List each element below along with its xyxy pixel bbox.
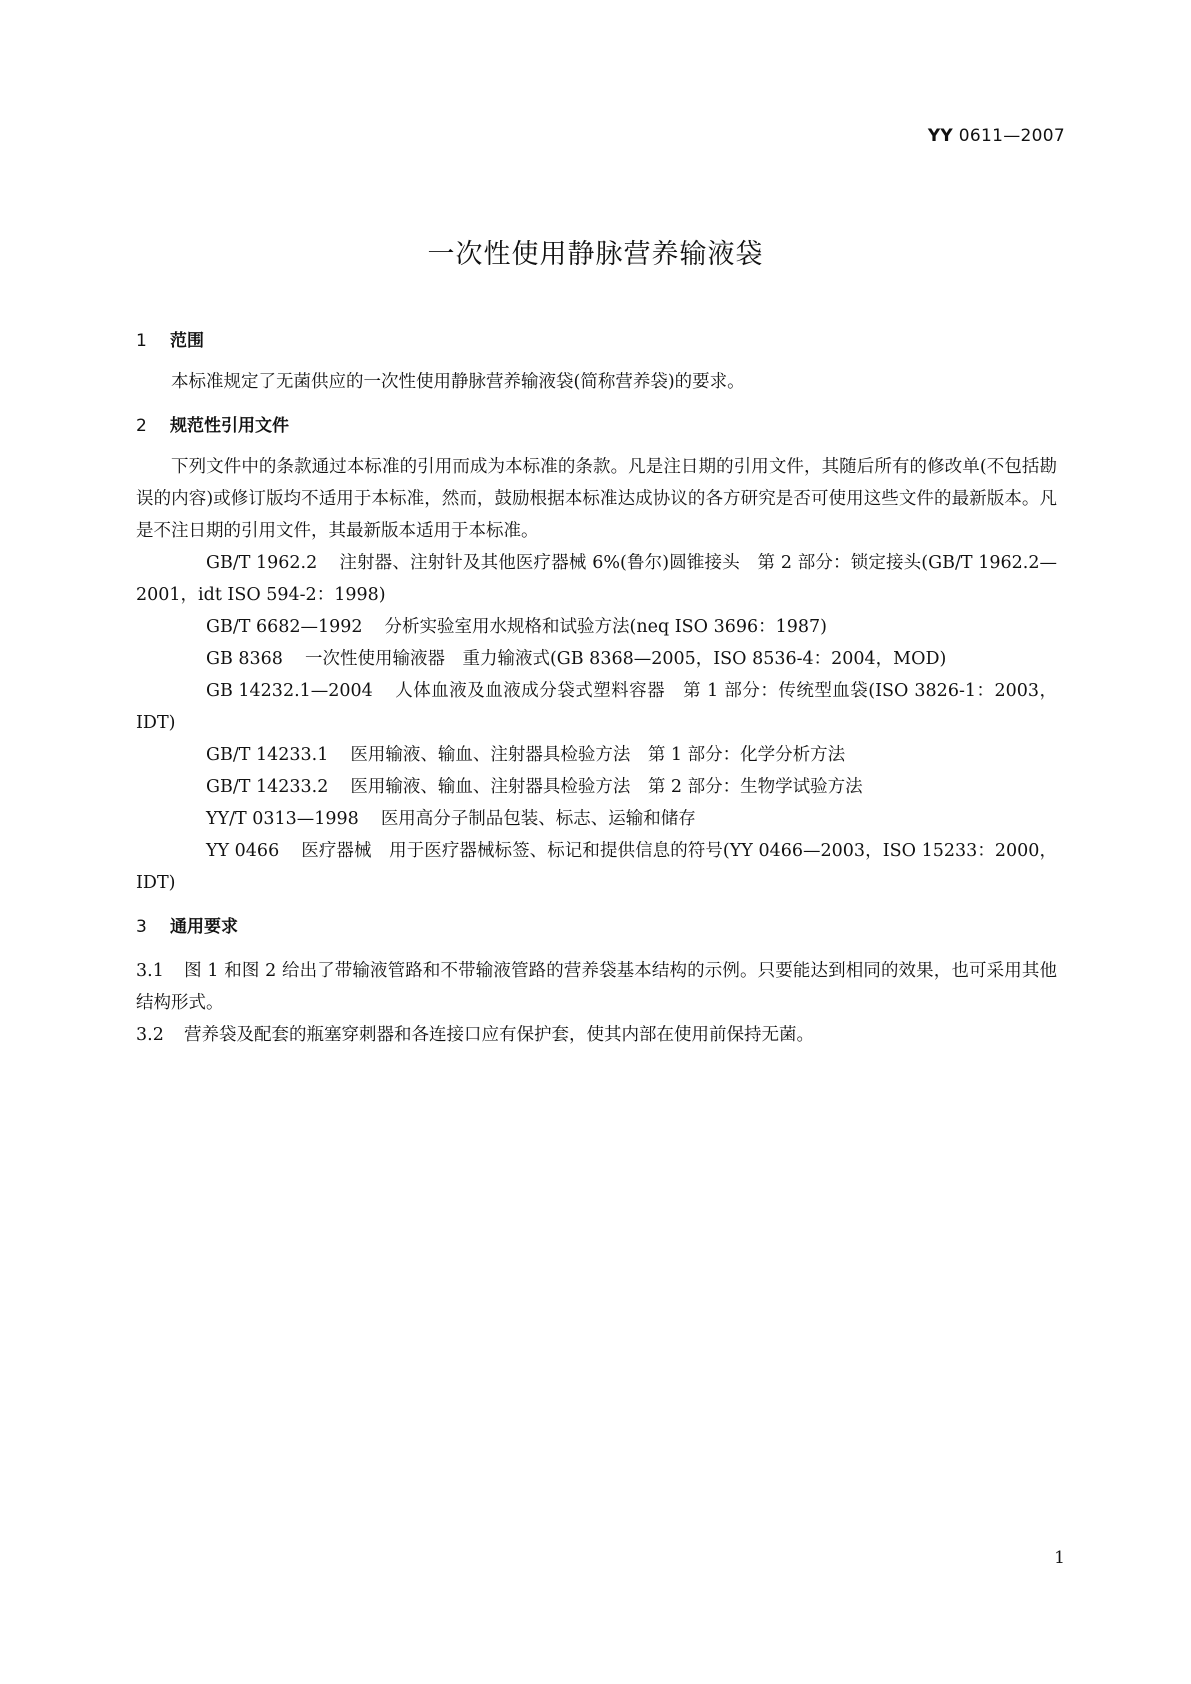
reference-title: 分析实验室用水规格和试验方法(neq ISO 3696：1987)	[384, 617, 827, 637]
reference-code: GB/T 1962.2	[206, 553, 318, 573]
standard-number: 0611—2007	[958, 126, 1065, 146]
reference-item	[136, 803, 1057, 835]
clause-number: 3.1	[136, 961, 164, 981]
reference-code: GB/T 14233.2	[206, 777, 329, 797]
clause-text: 图 1 和图 2 给出了带输液管路和不带输液管路的营养袋基本结构的示例。只要能达到相同的效果，也可采用其他结构形式。	[136, 961, 1057, 1013]
reference-code: YY 0466	[206, 841, 280, 861]
section-number: 1	[136, 331, 147, 351]
section-title: 规范性引用文件	[170, 416, 289, 436]
reference-title: 医用高分子制品包装、标志、运输和储存	[380, 809, 696, 829]
clause-number: 3.2	[136, 1025, 164, 1045]
document-body	[136, 325, 1057, 1051]
reference-item	[136, 547, 1057, 611]
reference-code: GB 8368	[206, 649, 283, 669]
standard-code	[928, 126, 1065, 146]
reference-item	[136, 675, 1057, 739]
reference-item	[136, 611, 1057, 643]
reference-item	[136, 771, 1057, 803]
section-number: 2	[136, 416, 147, 436]
reference-title: 注射器、注射针及其他医疗器械 6%(鲁尔)圆锥接头 第 2 部分：锁定接头(GB/T 1962.2—2001，idt ISO 594-2：1998)	[136, 553, 1057, 605]
reference-title: 医用输液、输血、注射器具检验方法 第 1 部分：化学分析方法	[350, 745, 846, 765]
reference-title: 医用输液、输血、注射器具检验方法 第 2 部分：生物学试验方法	[350, 777, 863, 797]
reference-code: GB/T 6682—1992	[206, 617, 363, 637]
section-title: 通用要求	[170, 917, 238, 937]
section-2-heading	[136, 410, 1057, 442]
page-number: 1	[1054, 1548, 1065, 1568]
section-1-heading	[136, 325, 1057, 357]
section-1-paragraph: 本标准规定了无菌供应的一次性使用静脉营养输液袋(简称营养袋)的要求。	[171, 372, 745, 392]
reference-item	[136, 643, 1057, 675]
reference-code: GB/T 14233.1	[206, 745, 329, 765]
standard-prefix: YY	[927, 126, 954, 146]
section-3-heading	[136, 911, 1057, 943]
reference-item	[136, 835, 1057, 899]
section-2-intro: 下列文件中的条款通过本标准的引用而成为本标准的条款。凡是注日期的引用文件，其随后所有的修改单(不包括勘误的内容)或修订版均不适用于本标准，然而，鼓励根据本标准达成协议的各方研究是否可使用这些文件的最新版本。凡是不注日期的引用文件，其最新版本适用于本标准。	[136, 457, 1057, 541]
clause-3-1	[136, 955, 1057, 1019]
clause-3-2	[136, 1019, 1057, 1051]
section-number: 3	[136, 917, 147, 937]
section-title: 范围	[170, 331, 204, 351]
reference-code: GB 14232.1—2004	[206, 681, 373, 701]
clause-text: 营养袋及配套的瓶塞穿刺器和各连接口应有保护套，使其内部在使用前保持无菌。	[184, 1025, 814, 1045]
reference-title: 人体血液及血液成分袋式塑料容器 第 1 部分：传统型血袋(ISO 3826-1：2003，IDT)	[136, 681, 1057, 733]
reference-item	[136, 739, 1057, 771]
reference-title: 一次性使用输液器 重力输液式(GB 8368—2005，ISO 8536-4：2004，MOD)	[304, 649, 947, 669]
reference-title: 医疗器械 用于医疗器械标签、标记和提供信息的符号(YY 0466—2003，ISO 15233：2000，IDT)	[136, 841, 1057, 893]
document-title: 一次性使用静脉营养输液袋	[427, 239, 764, 270]
reference-code: YY/T 0313—1998	[206, 809, 359, 829]
